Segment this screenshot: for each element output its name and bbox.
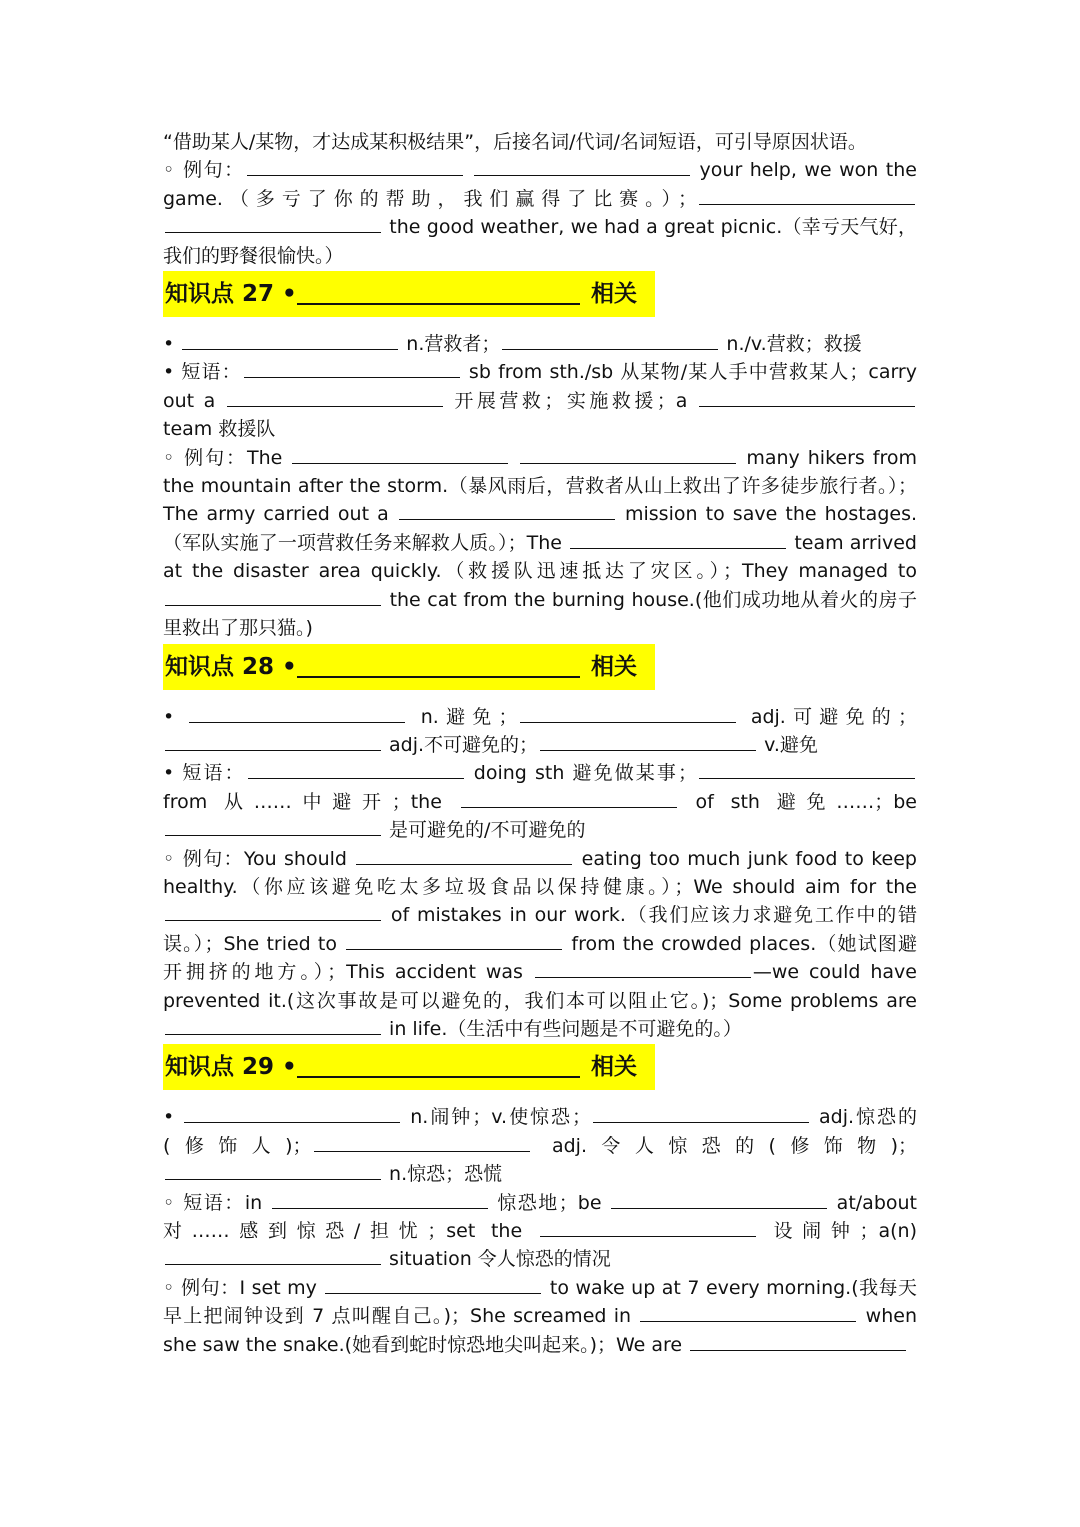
text-segment: ◦ 例句：You should xyxy=(163,847,355,870)
heading-suffix: 相关 xyxy=(591,653,637,680)
text-segment: adj.令人惊恐的(修饰物)； xyxy=(531,1134,918,1157)
text-line xyxy=(163,1189,917,1274)
heading-suffix: 相关 xyxy=(591,1054,637,1081)
worksheet-content xyxy=(163,128,917,1359)
text-segment: of sth 避免……；be xyxy=(678,790,918,813)
text-segment: team 救援队 xyxy=(163,418,276,441)
section-heading xyxy=(163,1044,655,1090)
fill-in-blank[interactable] xyxy=(184,1103,400,1123)
text-line xyxy=(163,845,917,1044)
fill-in-blank[interactable] xyxy=(502,330,718,350)
fill-in-blank[interactable] xyxy=(292,444,508,464)
text-segment: “借助某人/某物，才达成某积极结果”，后接名词/代词/名词短语，可引导原因状语。 xyxy=(163,131,867,153)
text-segment: n.营救者； xyxy=(400,333,501,356)
text-segment: team arrived at the disaster area quickly.（救援队迅速抵达了灾区。）；They managed to xyxy=(163,531,917,583)
text-segment: adj.可避免的； xyxy=(737,705,918,728)
section-heading xyxy=(163,271,655,317)
fill-in-blank[interactable] xyxy=(699,759,915,779)
heading-title: 知识点 29 • xyxy=(165,1054,297,1081)
text-segment: 是可避免的/不可避免的 xyxy=(383,819,586,842)
text-segment xyxy=(465,159,473,181)
fill-in-blank[interactable] xyxy=(520,444,736,464)
fill-in-blank[interactable] xyxy=(314,1132,530,1152)
heading-blank[interactable] xyxy=(297,303,580,305)
text-segment: 惊恐地；be xyxy=(489,1191,610,1214)
fill-in-blank[interactable] xyxy=(520,703,736,723)
fill-in-blank[interactable] xyxy=(399,500,615,520)
text-segment: n.避免； xyxy=(407,705,518,728)
text-segment: to wake up at 7 every morning.(我每天早上把闹钟设到 7 点叫醒自己。)；She screamed in xyxy=(163,1276,917,1328)
text-line xyxy=(163,128,917,156)
text-segment: n.闹钟；v.使惊恐； xyxy=(402,1106,592,1129)
fill-in-blank[interactable] xyxy=(640,1302,856,1322)
text-segment: your help, we won the game.（多亏了你的帮助，我们赢得了比赛。）； xyxy=(163,159,917,210)
fill-in-blank[interactable] xyxy=(189,703,405,723)
fill-in-blank[interactable] xyxy=(165,586,381,606)
fill-in-blank[interactable] xyxy=(244,358,460,378)
fill-in-blank[interactable] xyxy=(611,1189,827,1209)
text-segment: ◦ 短语：in xyxy=(163,1191,270,1214)
text-segment: • 短语： xyxy=(163,361,242,384)
fill-in-blank[interactable] xyxy=(182,330,398,350)
fill-in-blank[interactable] xyxy=(248,759,464,779)
heading-suffix: 相关 xyxy=(591,281,637,308)
text-segment: situation 令人惊恐的情况 xyxy=(383,1248,611,1271)
text-segment: many hikers from the mountain after the storm.（暴风雨后，营救者从山上救出了许多徒步旅行者。）；The army carried out a xyxy=(163,446,917,526)
fill-in-blank[interactable] xyxy=(356,845,572,865)
fill-in-blank[interactable] xyxy=(165,816,381,836)
fill-in-blank[interactable] xyxy=(461,788,677,808)
text-segment: eating too much junk food to keep healthy.（你应该避免吃太多垃圾食品以保持健康。）；We should aim for the xyxy=(163,847,917,898)
fill-in-blank[interactable] xyxy=(540,731,756,751)
text-segment: sb from sth./sb 从某物/某人手中营救某人；carry out a xyxy=(163,361,917,412)
text-segment: in life.（生活中有些问题是不可避免的。） xyxy=(383,1017,742,1040)
text-segment: adj.惊恐的(修饰人)； xyxy=(163,1106,918,1157)
text-segment: the good weather, we had a great picnic.（幸亏天气好，我们的野餐很愉快。） xyxy=(163,216,917,267)
text-segment: ◦ 例句： xyxy=(163,159,245,182)
fill-in-blank[interactable] xyxy=(165,1245,381,1265)
text-segment xyxy=(510,447,518,469)
section-heading xyxy=(163,644,655,690)
fill-in-blank[interactable] xyxy=(699,387,915,407)
heading-title: 知识点 27 • xyxy=(165,281,297,308)
text-segment: v.避免 xyxy=(758,733,818,756)
fill-in-blank[interactable] xyxy=(227,387,443,407)
text-segment: mission to save the hostages.（军队实施了一项营救任务来解救人质。）；The xyxy=(163,503,918,554)
fill-in-blank[interactable] xyxy=(346,930,562,950)
text-segment: of mistakes in our work.（我们应该力求避免工作中的错误。）；She tried to xyxy=(163,904,917,955)
text-line xyxy=(163,759,917,844)
heading-blank[interactable] xyxy=(297,1076,580,1078)
text-segment: ◦ 例句：The xyxy=(163,446,291,469)
text-segment: 开展营救；实施救援；a xyxy=(444,389,697,412)
text-segment: adj.不可避免的； xyxy=(383,733,539,756)
fill-in-blank[interactable] xyxy=(535,958,751,978)
text-segment: doing sth 避免做某事； xyxy=(465,762,697,785)
text-segment: from the crowded places.（她试图避开拥挤的地方。）；This accident was xyxy=(163,932,917,984)
heading-blank[interactable] xyxy=(297,676,580,678)
text-segment: n./v.营救；救援 xyxy=(720,333,862,356)
fill-in-blank[interactable] xyxy=(247,156,463,176)
text-segment: from 从……中避开；the xyxy=(163,790,459,813)
text-segment: • xyxy=(163,1106,183,1129)
fill-in-blank[interactable] xyxy=(165,213,381,233)
fill-in-blank[interactable] xyxy=(165,901,381,921)
fill-in-blank[interactable] xyxy=(593,1103,809,1123)
text-segment: • xyxy=(163,705,188,728)
text-line xyxy=(163,1274,917,1359)
fill-in-blank[interactable] xyxy=(474,156,690,176)
text-line xyxy=(163,444,917,643)
text-line xyxy=(163,1103,917,1188)
text-segment: the cat from the burning house.(他们成功地从着火的房子里救出了那只猫。) xyxy=(163,588,917,640)
fill-in-blank[interactable] xyxy=(325,1274,541,1294)
text-line xyxy=(163,330,917,358)
text-line xyxy=(163,358,917,443)
text-line xyxy=(163,156,917,270)
text-segment: n.惊恐；恐慌 xyxy=(383,1163,503,1186)
text-segment: • xyxy=(163,333,181,356)
fill-in-blank[interactable] xyxy=(272,1189,488,1209)
text-segment: at/about 对……感到惊恐/担忧；set the xyxy=(163,1191,917,1242)
text-line xyxy=(163,703,917,760)
fill-in-blank[interactable] xyxy=(165,1160,381,1180)
text-segment: 设闹钟；a(n) xyxy=(757,1220,917,1242)
fill-in-blank[interactable] xyxy=(690,1331,906,1351)
fill-in-blank[interactable] xyxy=(540,1217,756,1237)
fill-in-blank[interactable] xyxy=(165,1015,381,1035)
text-segment: ◦ 例句：I set my xyxy=(163,1276,324,1299)
fill-in-blank[interactable] xyxy=(699,185,915,205)
text-segment: —we could have prevented it.(这次事故是可以避免的，我们本可以阻止它。)；Some problems are xyxy=(163,961,917,1012)
text-segment: • 短语： xyxy=(163,762,246,785)
fill-in-blank[interactable] xyxy=(165,731,381,751)
text-segment: when she saw the snake.(她看到蛇时惊恐地尖叫起来。)；We are xyxy=(163,1305,917,1356)
fill-in-blank[interactable] xyxy=(570,529,786,549)
heading-title: 知识点 28 • xyxy=(165,653,297,680)
